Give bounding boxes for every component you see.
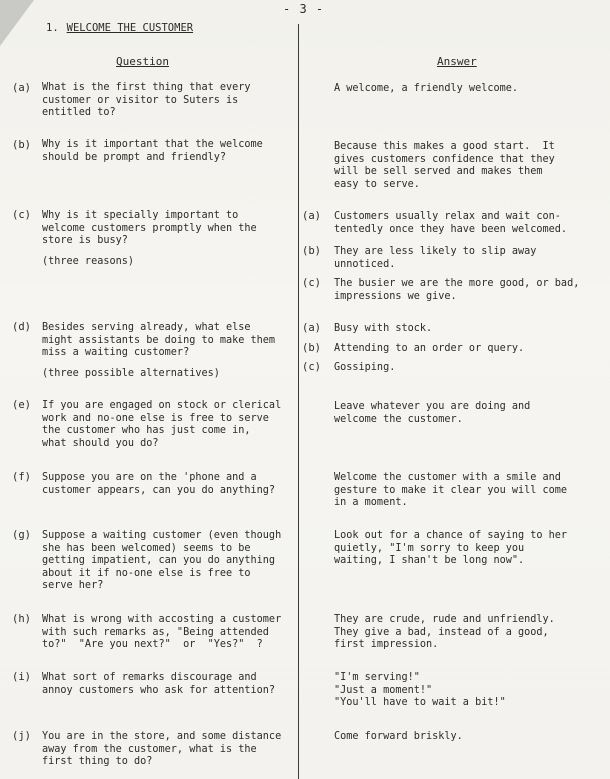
answer-j: Come forward briskly. <box>334 731 463 742</box>
question-c-note: (three reasons) <box>42 256 135 267</box>
item-label-j: (j) <box>12 730 31 742</box>
sub-answer-d-b: Attending to an order or query. <box>334 343 525 354</box>
section-title: WELCOME THE CUSTOMER <box>66 22 194 34</box>
answer-i: "I'm serving!" "Just a moment!" "You'll have to wait a bit!" <box>334 672 506 709</box>
question-f: Suppose you are on the 'phone and a customer appears, can you do anything? <box>42 472 276 496</box>
sub-answer-c-c: The busier we are the more good, or bad, impressions we give. <box>334 278 580 302</box>
item-label-d: (d) <box>12 321 31 333</box>
question-i: What sort of remarks discourage and annoy customers who ask for attention? <box>42 672 276 696</box>
answer-g: Look out for a chance of saying to her quietly, "I'm sorry to keep you waiting, I shan't be long now". <box>334 530 568 567</box>
answer-column-header: Answer <box>437 55 477 68</box>
question-j: You are in the store, and some distance away from the customer, what is the first thing to do? <box>42 731 282 768</box>
question-e: If you are engaged on stock or clerical work and no-one else is free to serve the customer who has just come in, what should you do? <box>42 400 282 449</box>
item-label-e: (e) <box>12 399 31 411</box>
sub-answer-label-c-a: (a) <box>302 210 321 222</box>
column-divider <box>298 24 299 779</box>
answer-b: Because this makes a good start. It gives customers confidence that they will be sell served and makes them easy to serve. <box>334 141 555 190</box>
item-label-i: (i) <box>12 671 31 683</box>
sub-answer-label-c-c: (c) <box>302 277 321 289</box>
section-heading <box>46 22 193 34</box>
item-label-a: (a) <box>12 82 31 94</box>
sub-answer-label-d-a: (a) <box>302 322 321 334</box>
page-number: - 3 - <box>283 2 325 16</box>
answer-f: Welcome the customer with a smile and gesture to make it clear you will come in a moment. <box>334 472 568 509</box>
question-c: Why is it specially important to welcome customers promptly when the store is busy? <box>42 210 257 247</box>
item-label-b: (b) <box>12 139 31 151</box>
question-a: What is the first thing that every customer or visitor to Suters is entitled to? <box>42 82 251 119</box>
answer-a: A welcome, a friendly welcome. <box>334 83 519 94</box>
question-d-note: (three possible alternatives) <box>42 368 220 379</box>
section-number: 1. <box>46 22 59 34</box>
question-column-header: Question <box>116 55 169 68</box>
sub-answer-c-b: They are less likely to slip away unnoticed. <box>334 246 537 270</box>
item-label-g: (g) <box>12 529 31 541</box>
question-h: What is wrong with accosting a customer with such remarks as, "Being attended to?" "Are you next?" or "Yes?" ? <box>42 614 282 651</box>
sub-answer-d-c: Gossiping. <box>334 362 396 373</box>
sub-answer-label-d-c: (c) <box>302 361 321 373</box>
question-g: Suppose a waiting customer (even though she has been welcomed) seems to be getting impatient, can you do anything about it if no-one else is free to serve her? <box>42 530 282 592</box>
sub-answer-d-a: Busy with stock. <box>334 323 433 334</box>
answer-h: They are crude, rude and unfriendly. They give a bad, instead of a good, first impression. <box>334 614 555 651</box>
item-label-h: (h) <box>12 613 31 625</box>
question-b: Why is it important that the welcome should be prompt and friendly? <box>42 139 263 163</box>
answer-e: Leave whatever you are doing and welcome the customer. <box>334 401 531 425</box>
question-d: Besides serving already, what else might assistants be doing to make them miss a waiting customer? <box>42 322 276 359</box>
sub-answer-label-c-b: (b) <box>302 245 321 257</box>
page-corner-fold <box>0 0 34 46</box>
sub-answer-c-a: Customers usually relax and wait con- tentedly once they have been welcomed. <box>334 211 568 235</box>
sub-answer-label-d-b: (b) <box>302 342 321 354</box>
item-label-c: (c) <box>12 209 31 221</box>
item-label-f: (f) <box>12 471 31 483</box>
